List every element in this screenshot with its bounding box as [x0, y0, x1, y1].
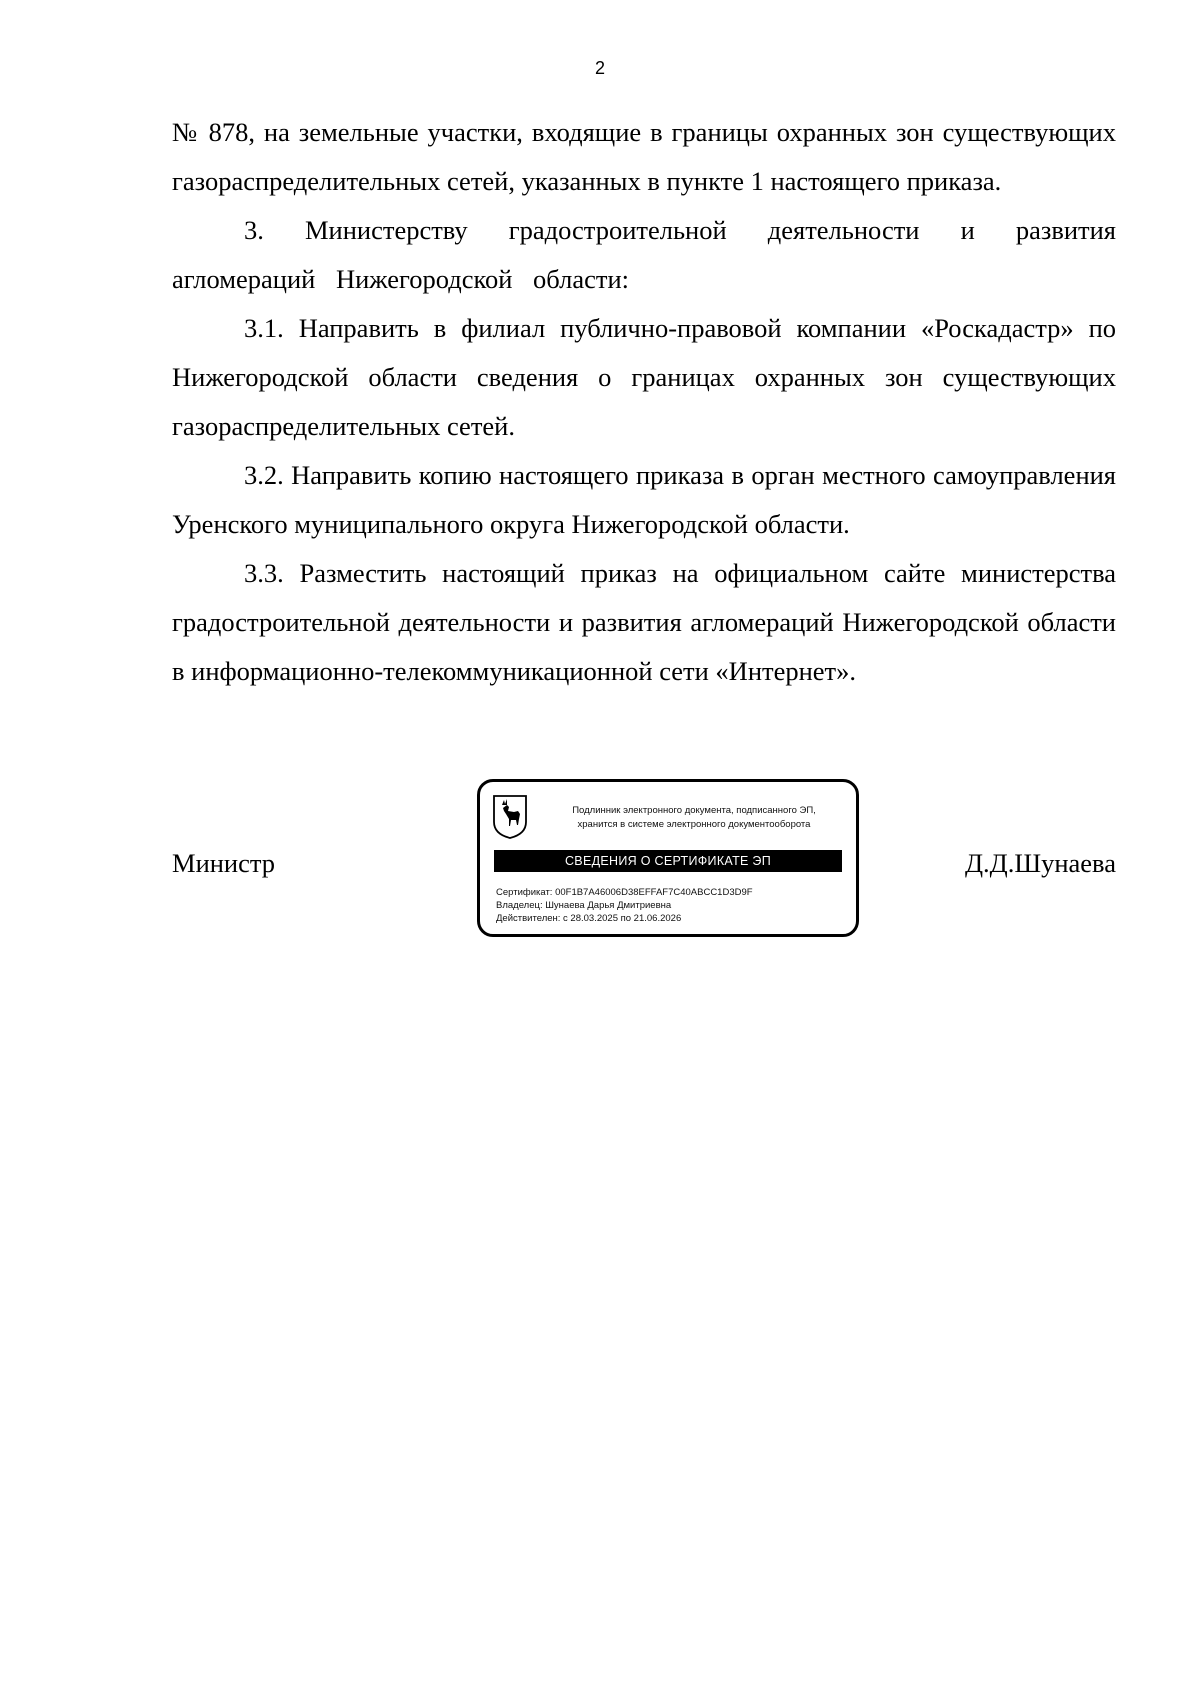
- stamp-certificate: Сертификат: 00F1B7A46006D38EFFAF7C40ABCC1D3D9F: [496, 887, 753, 898]
- paragraph-item-3: 3. Министерству градостроительной деятельности и развития агломераций Нижегородской области:: [172, 215, 1116, 294]
- page-number: 2: [594, 58, 605, 78]
- stamp-validity: Действителен: с 28.03.2025 по 21.06.2026: [496, 913, 682, 924]
- paragraph-item-3-2: 3.2. Направить копию настоящего приказа в орган местного самоуправления Уренского муниципального округа Нижегородской области.: [172, 460, 1116, 539]
- stamp-note-line1: Подлинник электронного документа, подписанного ЭП,: [572, 805, 816, 816]
- stamp-header: СВЕДЕНИЯ О СЕРТИФИКАТЕ ЭП: [494, 850, 842, 872]
- stamp-note-line2: хранится в системе электронного документооборота: [577, 819, 811, 830]
- stamp-note: [540, 804, 848, 832]
- paragraph-item-3-1: 3.1. Направить в филиал публично-правовой компании «Роскадастр» по Нижегородской области сведения о границах охранных зон существующих газораспределительных сетей.: [172, 313, 1116, 441]
- document-body: [172, 108, 1116, 696]
- signatory-name: Д.Д.Шунаева: [964, 848, 1116, 878]
- nizhny-novgorod-deer-emblem-icon: [492, 794, 528, 840]
- electronic-signature-stamp: [477, 779, 859, 937]
- signatory-title: Министр: [172, 848, 276, 878]
- stamp-details: [496, 886, 753, 925]
- paragraph-continuation: № 878, на земельные участки, входящие в границы охранных зон существующих газораспределительных сетей, указанных в пункте 1 настоящего приказа.: [172, 117, 1116, 196]
- paragraph-item-3-3: 3.3. Разместить настоящий приказ на официальном сайте министерства градостроительной деятельности и развития агломераций Нижегородской области в информационно-телекоммуникационной сети «Интернет».: [172, 558, 1116, 686]
- stamp-owner: Владелец: Шунаева Дарья Дмитриевна: [496, 900, 672, 911]
